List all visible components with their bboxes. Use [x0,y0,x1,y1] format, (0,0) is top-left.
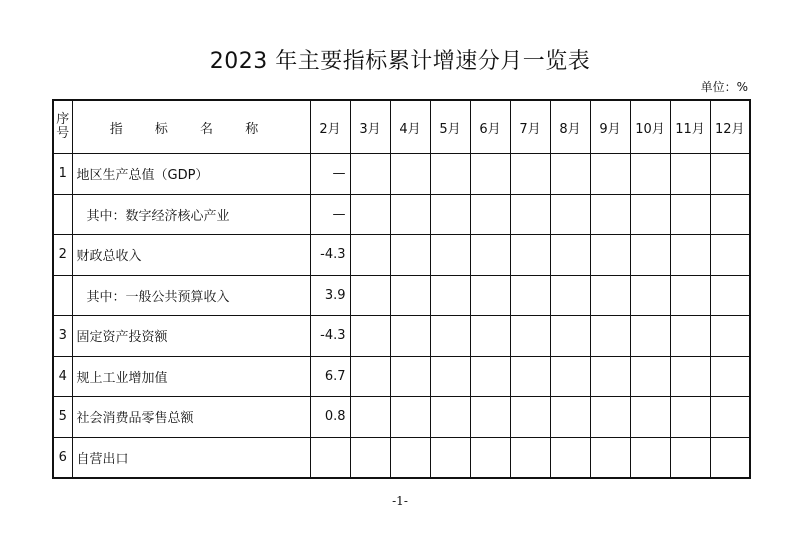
row-month-value [470,437,510,478]
row-indicator-name: 自营出口 [72,437,310,478]
row-month-value: 0.8 [310,397,350,438]
row-indicator-name: 固定资产投资额 [72,316,310,357]
header-month: 2月 [310,100,350,154]
row-month-value [550,397,590,438]
row-month-value [710,316,750,357]
row-month-value [390,154,430,195]
row-month-value [510,194,550,235]
row-month-value [550,275,590,316]
row-month-value [710,235,750,276]
table-row [53,275,750,316]
row-month-value [550,437,590,478]
row-month-value [670,235,710,276]
row-month-value [470,397,510,438]
row-month-value [710,356,750,397]
row-month-value [590,316,630,357]
row-month-value [590,275,630,316]
table-header-row [53,100,750,154]
row-month-value [390,235,430,276]
table-row [53,194,750,235]
row-month-value [670,194,710,235]
row-month-value [390,275,430,316]
row-month-value [590,356,630,397]
row-month-value [430,437,470,478]
table-row [53,154,750,195]
row-indicator-name: 财政总收入 [72,235,310,276]
row-seq [53,275,72,316]
table-body [53,154,750,479]
row-month-value [710,275,750,316]
row-indicator-name: 规上工业增加值 [72,356,310,397]
page-number: -1- [392,494,408,508]
row-month-value: — [310,154,350,195]
header-month: 5月 [430,100,470,154]
row-month-value [510,316,550,357]
row-month-value [390,316,430,357]
row-month-value [710,397,750,438]
row-month-value [430,397,470,438]
page-title: 2023 年主要指标累计增速分月一览表 [209,49,591,74]
row-month-value [550,316,590,357]
header-seq: 序号 [53,100,72,154]
row-month-value: 6.7 [310,356,350,397]
row-month-value [350,235,390,276]
row-month-value [510,235,550,276]
row-seq: 6 [53,437,72,478]
row-seq: 3 [53,316,72,357]
row-seq: 2 [53,235,72,276]
row-month-value [430,316,470,357]
row-month-value [470,154,510,195]
row-month-value [470,194,510,235]
row-month-value [630,275,670,316]
row-month-value [710,194,750,235]
row-month-value [470,316,510,357]
row-seq: 1 [53,154,72,195]
row-month-value [630,235,670,276]
header-month: 11月 [670,100,710,154]
row-month-value [350,356,390,397]
table-row [53,316,750,357]
row-month-value [670,397,710,438]
row-month-value [350,154,390,195]
row-month-value [350,397,390,438]
row-month-value [310,437,350,478]
row-month-value [510,154,550,195]
table-row [53,356,750,397]
row-month-value [350,194,390,235]
row-month-value [350,316,390,357]
header-month: 3月 [350,100,390,154]
row-month-value [510,437,550,478]
row-month-value [470,275,510,316]
header-month: 6月 [470,100,510,154]
row-month-value: 3.9 [310,275,350,316]
row-seq: 4 [53,356,72,397]
row-month-value [550,235,590,276]
row-month-value [470,235,510,276]
row-month-value [630,397,670,438]
header-month: 9月 [590,100,630,154]
row-month-value [630,437,670,478]
row-month-value [430,154,470,195]
row-seq [53,194,72,235]
unit-label: 单位：% [700,80,748,94]
table-row [53,397,750,438]
header-month: 7月 [510,100,550,154]
header-month: 12月 [710,100,750,154]
row-month-value [590,154,630,195]
row-month-value [390,397,430,438]
row-month-value [510,275,550,316]
header-month: 8月 [550,100,590,154]
header-month: 10月 [630,100,670,154]
row-month-value [630,356,670,397]
row-month-value: -4.3 [310,316,350,357]
row-month-value [590,194,630,235]
row-month-value [430,356,470,397]
row-month-value: -4.3 [310,235,350,276]
row-seq: 5 [53,397,72,438]
row-month-value [550,356,590,397]
row-month-value: — [310,194,350,235]
row-month-value [590,235,630,276]
table-row [53,437,750,478]
row-month-value [670,356,710,397]
row-month-value [670,275,710,316]
row-month-value [390,194,430,235]
row-month-value [630,316,670,357]
row-indicator-name: 其中：数字经济核心产业 [72,194,310,235]
row-month-value [390,437,430,478]
row-month-value [710,154,750,195]
row-month-value [590,397,630,438]
row-month-value [710,437,750,478]
row-month-value [550,154,590,195]
row-month-value [630,194,670,235]
row-month-value [590,437,630,478]
row-month-value [430,194,470,235]
row-month-value [350,437,390,478]
row-month-value [430,235,470,276]
row-month-value [430,275,470,316]
header-name: 指 标 名 称 [72,100,310,154]
row-month-value [350,275,390,316]
row-month-value [670,437,710,478]
row-indicator-name: 社会消费品零售总额 [72,397,310,438]
row-month-value [390,356,430,397]
row-month-value [670,316,710,357]
row-month-value [550,194,590,235]
table-row [53,235,750,276]
header-month: 4月 [390,100,430,154]
indicator-table [52,99,751,479]
row-month-value [670,154,710,195]
row-indicator-name: 地区生产总值（GDP） [72,154,310,195]
row-month-value [510,356,550,397]
row-month-value [630,154,670,195]
row-month-value [470,356,510,397]
row-month-value [510,397,550,438]
row-indicator-name: 其中：一般公共预算收入 [72,275,310,316]
